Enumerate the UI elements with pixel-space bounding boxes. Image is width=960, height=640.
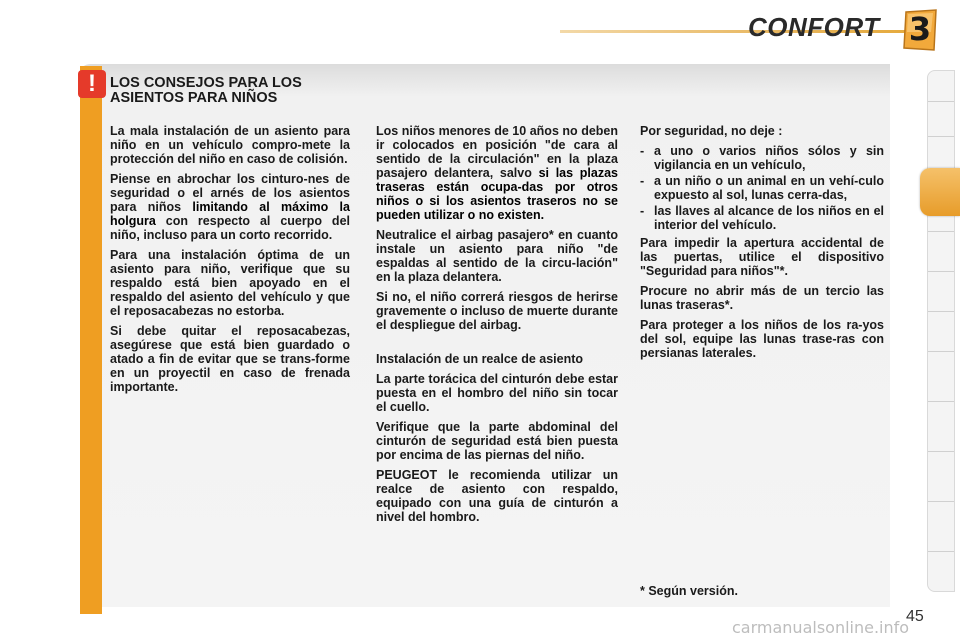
list-item: - a un niño o un animal en un vehí-culo expuesto al sol, lunas cerra-das,	[640, 174, 884, 202]
chapter-badge	[900, 8, 940, 52]
list-item: - las llaves al alcance de los niños en el interior del vehículo.	[640, 204, 884, 232]
chapter-tab-strip	[927, 70, 955, 592]
section-title: LOS CONSEJOS PARA LOS ASIENTOS PARA NIÑOS	[110, 75, 302, 106]
paragraph: Piense en abrochar los cinturo-nes de seguridad o el arnés de los asientos para niños limitando al máximo la holgura con respecto al cuerpo del niño, incluso para un corto recorrido.	[110, 172, 350, 242]
paragraph: Para una instalación óptima de un asiento para niño, verifique que su respaldo está bien apoyado en el respaldo del asiento del vehículo y que el reposacabezas no estorba.	[110, 248, 350, 318]
page-number: 45	[906, 608, 924, 625]
paragraph: Para proteger a los niños de los ra-yos del sol, equipe las lunas trase-ras con persianas laterales.	[640, 318, 884, 360]
subheading: Instalación de un realce de asiento	[376, 352, 584, 366]
list-item: - a uno o varios niños sólos y sin vigilancia en un vehículo,	[640, 144, 884, 172]
footnote: * Según versión.	[640, 584, 738, 598]
bullet-list	[640, 144, 884, 232]
paragraph: Para impedir la apertura accidental de las puertas, utilice el dispositivo "Seguridad para niños"*.	[640, 236, 884, 278]
active-chapter-tab[interactable]	[920, 168, 960, 216]
column-2	[376, 124, 618, 530]
chapter-number: 3	[908, 10, 932, 48]
paragraph: Si debe quitar el reposacabezas, asegúrese que está bien guardado o atado a fin de evitar que se trans-forme en un proyectil en caso de frenada importante.	[110, 324, 350, 394]
paragraph: Procure no abrir más de un tercio las lunas traseras*.	[640, 284, 884, 312]
paragraph: La mala instalación de un asiento para niño en un vehículo compro-mete la protección del niño en caso de colisión.	[110, 124, 350, 166]
paragraph: Verifique que la parte abdominal del cinturón de seguridad está bien puesta por encima de las piernas del niño.	[376, 420, 618, 462]
orange-margin-bar	[80, 66, 102, 614]
paragraph: PEUGEOT le recomienda utilizar un realce de asiento con respaldo, equipado con una guía de cinturón a nivel del hombro.	[376, 468, 618, 524]
paragraph: La parte torácica del cinturón debe estar puesta en el hombro del niño sin tocar el cuello.	[376, 372, 618, 414]
paragraph: Por seguridad, no deje :	[640, 124, 783, 138]
chapter-title: CONFORT	[748, 12, 880, 42]
paragraph: Si no, el niño correrá riesgos de herirse gravemente o incluso de muerte durante el despliegue del airbag.	[376, 290, 618, 332]
paragraph: Los niños menores de 10 años no deben ir colocados en posición "de cara al sentido de la circulación" en la plaza pasajero delantera, salvo si las plazas traseras están ocupa-das por otros niños o si los asientos traseros no se pueden utilizar o no existen.	[376, 124, 618, 222]
column-1	[110, 124, 350, 400]
paragraph: Neutralice el airbag pasajero* en cuanto instale un asiento para niño "de espaldas al sentido de la circu-lación" en la plaza delantera.	[376, 228, 618, 284]
watermark: carmanualsonline.info	[732, 618, 910, 637]
column-3	[640, 124, 884, 366]
warning-icon: !	[78, 70, 106, 98]
